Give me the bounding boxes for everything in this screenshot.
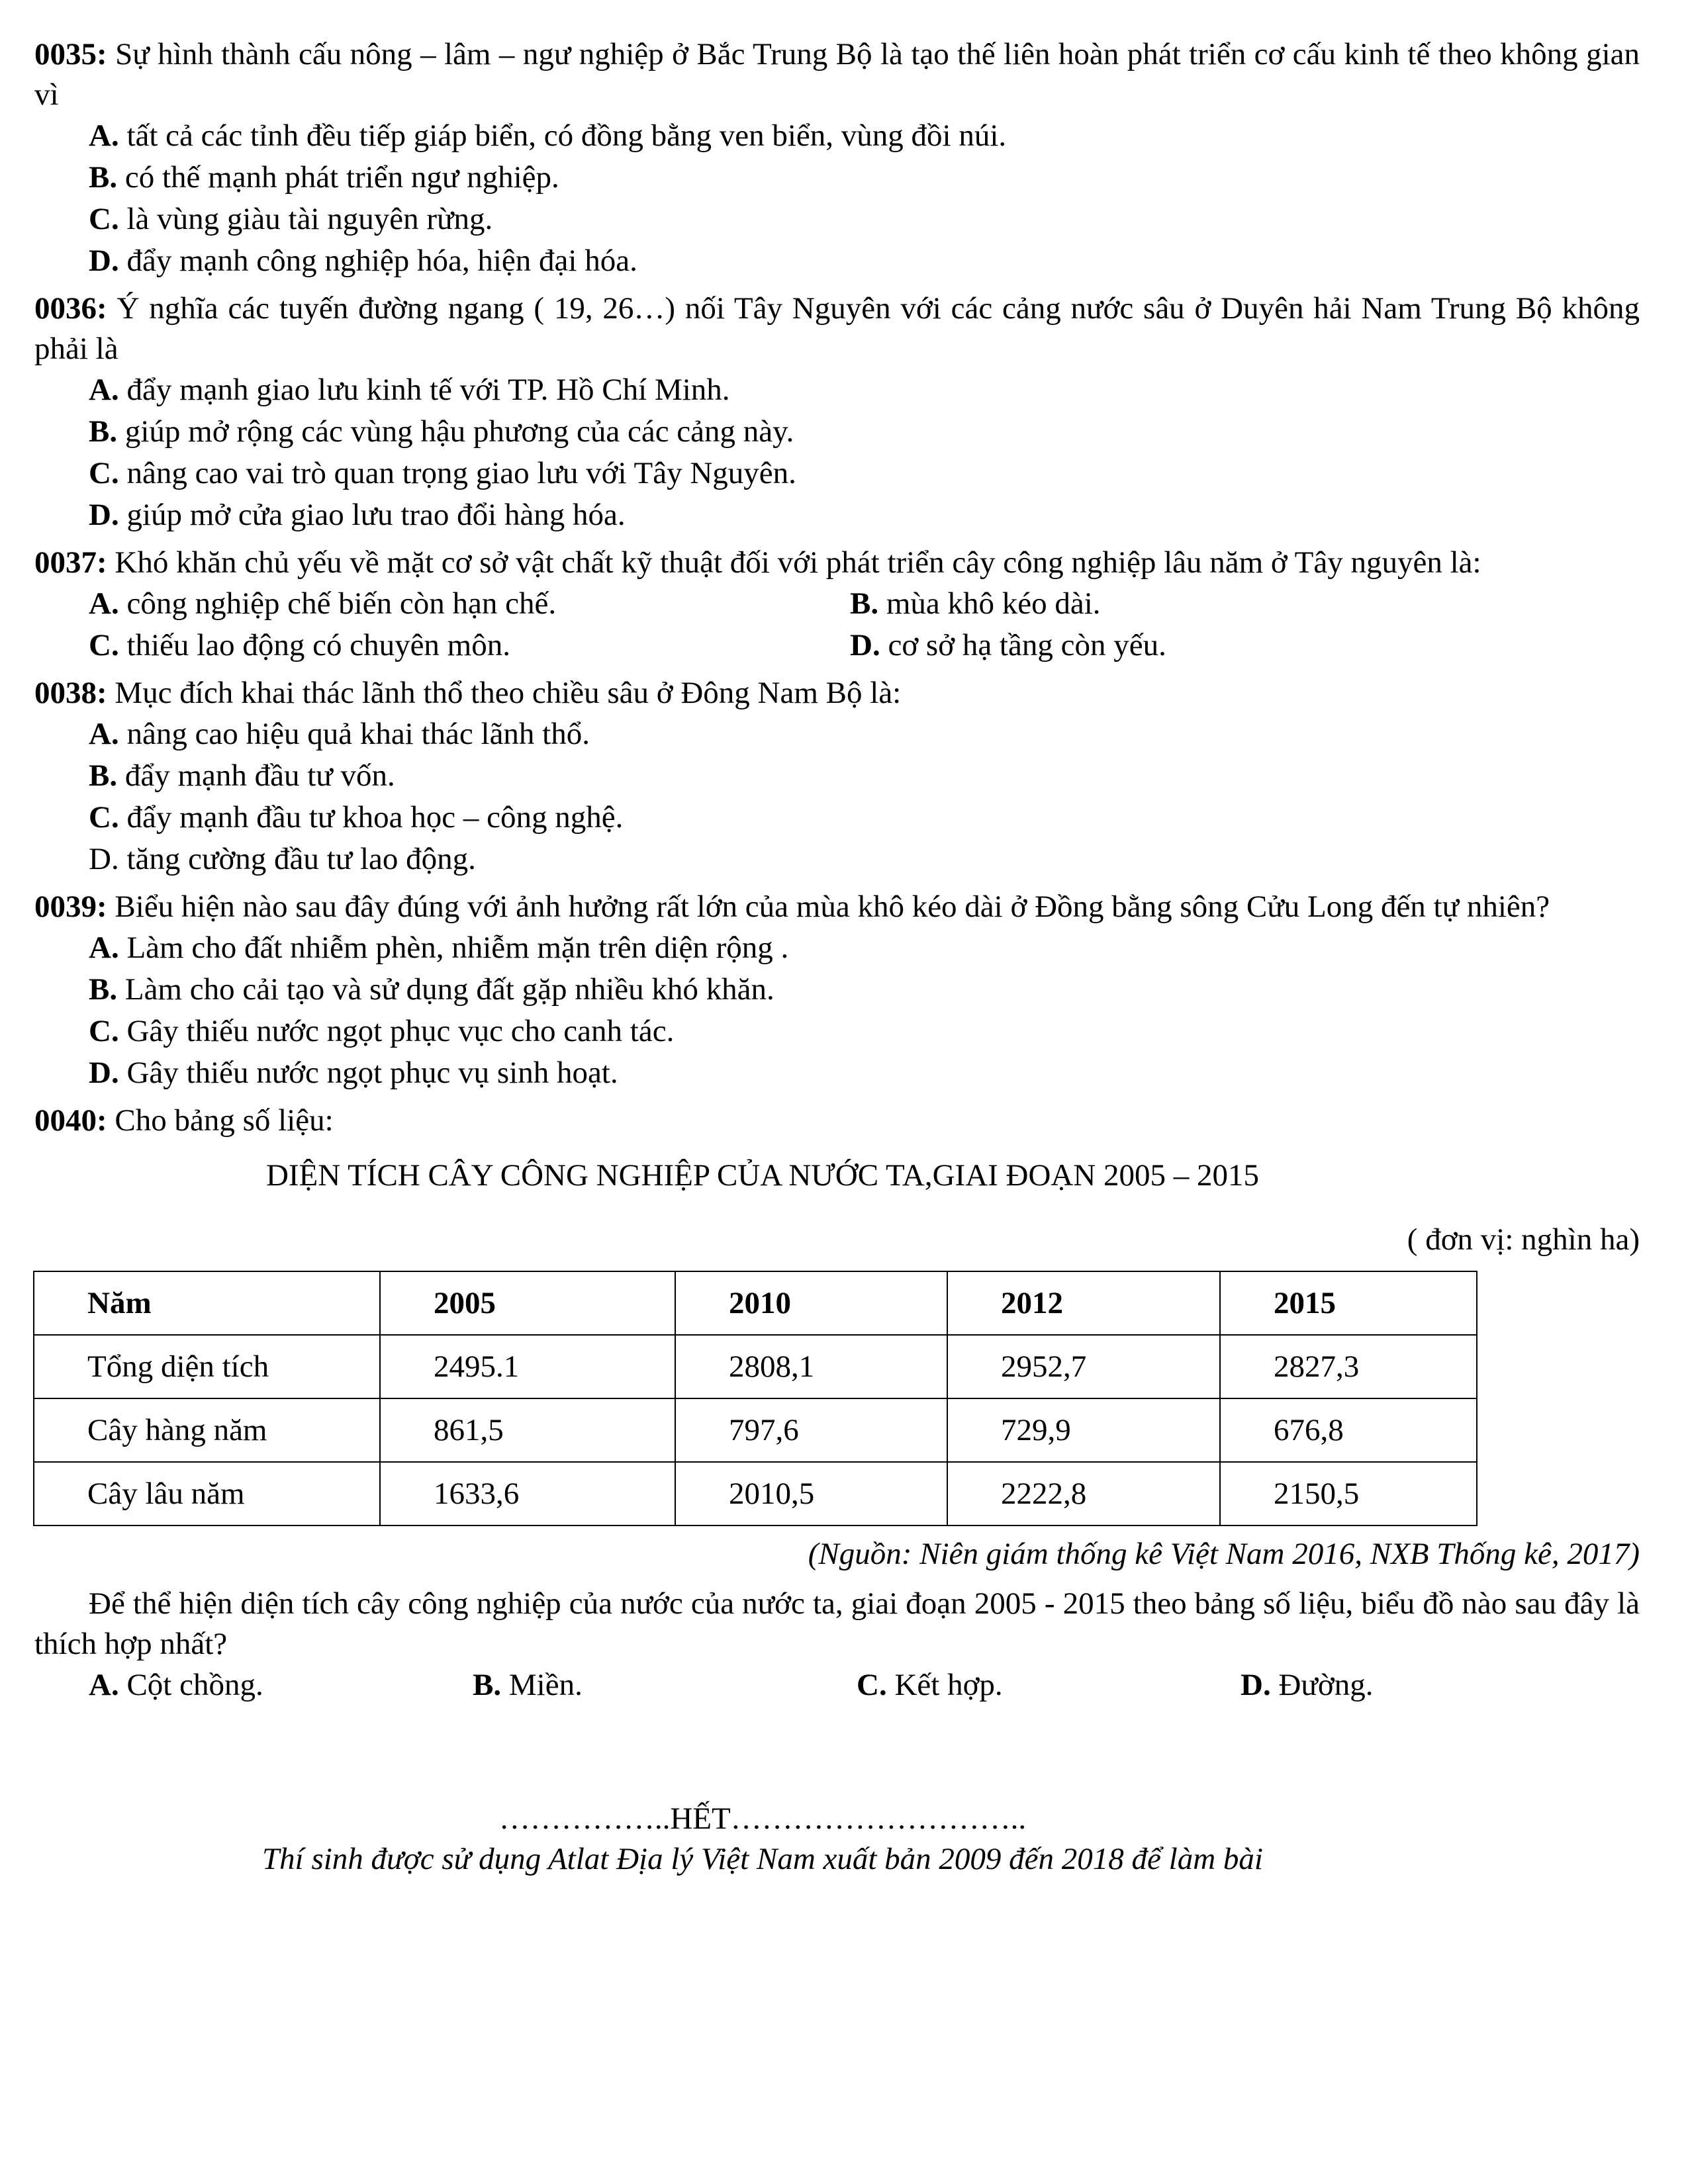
table-row <box>34 1398 1477 1462</box>
option-a: A. công nghiệp chế biến còn hạn chế. <box>89 586 557 621</box>
option-d: D. tăng cường đầu tư lao động. <box>89 842 476 876</box>
option-c: C. là vùng giàu tài nguyên rừng. <box>89 202 493 236</box>
table-cell: 2150,5 <box>1220 1462 1477 1525</box>
option-a: A. nâng cao hiệu quả khai thác lãnh thổ. <box>89 717 590 751</box>
option-a: A. Cột chồng. <box>89 1668 263 1702</box>
question-text: Mục đích khai thác lãnh thổ theo chiều sâu ở Đông Nam Bộ là: <box>107 676 902 710</box>
option-b: B. Làm cho cải tạo và sử dụng đất gặp nhiều khó khăn. <box>89 972 774 1007</box>
question-0039 <box>34 887 1640 927</box>
header-cell: 2015 <box>1220 1271 1477 1335</box>
question-number: 0038: <box>34 676 107 710</box>
question-0040-stem: Để thể hiện diện tích cây công nghiệp của nước của nước ta, giai đoạn 2005 - 2015 theo bảng số liệu, biểu đồ nào sau đây là thích hợp nhất? <box>34 1586 1640 1661</box>
option-d: D. giúp mở cửa giao lưu trao đổi hàng hóa. <box>89 498 626 532</box>
option-b: B. giúp mở rộng các vùng hậu phương của các cảng này. <box>89 414 794 449</box>
table-cell: 2952,7 <box>947 1335 1220 1398</box>
header-cell: 2012 <box>947 1271 1220 1335</box>
table-cell: 2808,1 <box>675 1335 947 1398</box>
exam-page <box>34 34 1640 1880</box>
table-cell: 797,6 <box>675 1398 947 1462</box>
option-c: C. thiếu lao động có chuyên môn. <box>89 628 510 662</box>
option-c: C. Gây thiếu nước ngọt phục vục cho canh tác. <box>89 1014 675 1048</box>
table-row <box>34 1335 1477 1398</box>
question-0036 <box>34 289 1640 369</box>
options-row <box>34 625 1640 666</box>
question-0035 <box>34 34 1640 115</box>
header-cell: Năm <box>34 1271 380 1335</box>
table-cell: Cây hàng năm <box>34 1398 380 1462</box>
options-row <box>34 1664 1640 1706</box>
table-cell: 2827,3 <box>1220 1335 1477 1398</box>
question-0037 <box>34 543 1640 583</box>
table-row <box>34 1462 1477 1525</box>
option-d: D. Đường. <box>1241 1668 1374 1702</box>
options-row <box>34 583 1640 625</box>
question-text: Khó khăn chủ yếu về mặt cơ sở vật chất kỹ thuật đối với phát triển cây công nghiệp lâu năm ở Tây nguyên là: <box>107 545 1481 580</box>
table-cell: 2222,8 <box>947 1462 1220 1525</box>
option-b: B. Miền. <box>473 1668 583 1702</box>
table-header-row <box>34 1271 1477 1335</box>
question-number: 0036: <box>34 291 107 326</box>
table-cell: Cây lâu năm <box>34 1462 380 1525</box>
header-cell: 2005 <box>380 1271 675 1335</box>
question-text: Ý nghĩa các tuyến đường ngang ( 19, 26…) nối Tây Nguyên với các cảng nước sâu ở Duyên hải Nam Trung Bộ không phải là <box>34 291 1640 366</box>
table-cell: 676,8 <box>1220 1398 1477 1462</box>
question-number: 0035: <box>34 37 107 71</box>
option-b: B. có thế mạnh phát triển ngư nghiệp. <box>89 160 559 195</box>
table-cell: 861,5 <box>380 1398 675 1462</box>
header-cell: 2010 <box>675 1271 947 1335</box>
option-a: A. Làm cho đất nhiễm phèn, nhiễm mặn trên diện rộng . <box>89 931 789 965</box>
option-b: B. mùa khô kéo dài. <box>850 586 1101 621</box>
table-cell: 1633,6 <box>380 1462 675 1525</box>
option-d: D. đẩy mạnh công nghiệp hóa, hiện đại hóa. <box>89 244 637 278</box>
question-number: 0040: <box>34 1103 107 1138</box>
option-c: C. nâng cao vai trò quan trọng giao lưu với Tây Nguyên. <box>89 456 796 490</box>
table-cell: 2495.1 <box>380 1335 675 1398</box>
exam-note: Thí sinh được sử dụng Atlat Địa lý Việt Nam xuất bản 2009 đến 2018 để làm bài <box>262 1842 1263 1876</box>
data-table <box>33 1271 1477 1526</box>
table-unit: ( đơn vị: nghìn ha) <box>1407 1222 1640 1257</box>
option-d: D. Gây thiếu nước ngọt phục vụ sinh hoạt. <box>89 1056 618 1090</box>
question-0038 <box>34 673 1640 713</box>
option-c: C. đẩy mạnh đầu tư khoa học – công nghệ. <box>89 800 624 835</box>
table-title: DIỆN TÍCH CÂY CÔNG NGHIỆP CỦA NƯỚC TA,GIAI ĐOẠN 2005 – 2015 <box>265 1158 1260 1193</box>
table-cell: Tổng diện tích <box>34 1335 380 1398</box>
question-0040 <box>34 1101 1640 1141</box>
table-source: (Nguồn: Niên giám thống kê Việt Nam 2016, NXB Thống kê, 2017) <box>808 1537 1640 1571</box>
question-text: Sự hình thành cấu nông – lâm – ngư nghiệp ở Bắc Trung Bộ là tạo thế liên hoàn phát triển cơ cấu kinh tế theo không gian vì <box>34 37 1640 112</box>
option-d: D. cơ sở hạ tầng còn yếu. <box>850 628 1166 662</box>
table-cell: 2010,5 <box>675 1462 947 1525</box>
end-marker: ……………..HẾT……………………….. <box>498 1801 1027 1836</box>
option-a: A. tất cả các tỉnh đều tiếp giáp biển, có đồng bằng ven biển, vùng đồi núi. <box>89 118 1007 153</box>
question-text: Biểu hiện nào sau đây đúng với ảnh hưởng rất lớn của mùa khô kéo dài ở Đồng bằng sông Cửu Long đến tự nhiên? <box>107 889 1550 924</box>
table-cell: 729,9 <box>947 1398 1220 1462</box>
question-number: 0039: <box>34 889 107 924</box>
option-c: C. Kết hợp. <box>857 1668 1003 1702</box>
option-a: A. đẩy mạnh giao lưu kinh tế với TP. Hồ Chí Minh. <box>89 373 730 407</box>
option-b: B. đẩy mạnh đầu tư vốn. <box>89 758 395 793</box>
question-text: Cho bảng số liệu: <box>107 1103 334 1138</box>
question-number: 0037: <box>34 545 107 580</box>
